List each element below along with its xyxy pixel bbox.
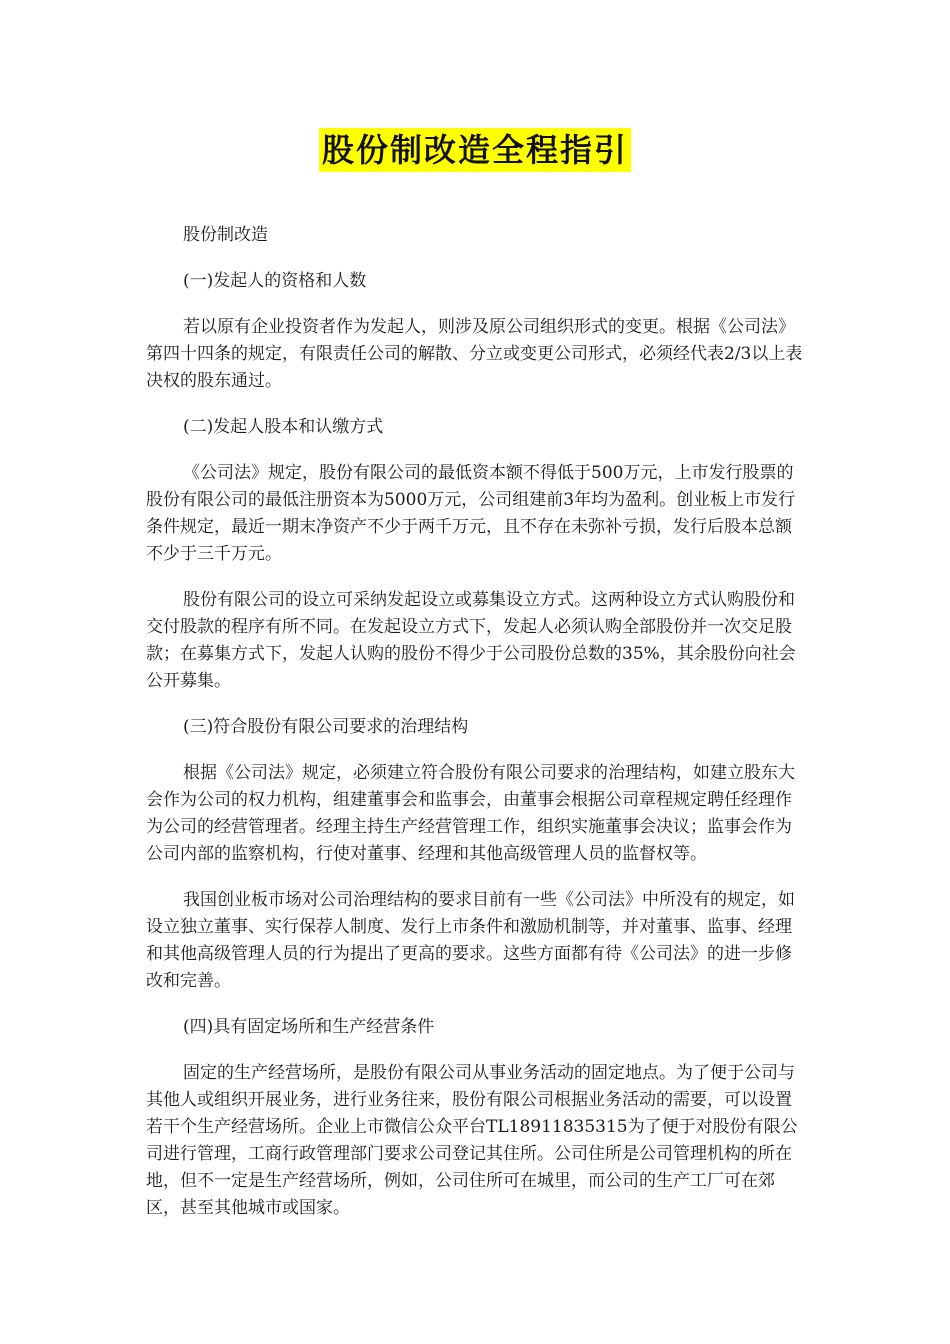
document-body: [146, 222, 806, 1241]
paragraph: 固定的生产经营场所，是股份有限公司从事业务活动的固定地点。为了便于公司与其他人或组织开展业务，进行业务往来，股份有限公司根据业务活动的需要，可以设置若干个生产经营场所。企业上市微信公众平台TL18911835315为了便于对股份有限公司进行管理，工商行政管理部门要求公司登记其住所。公司住所是公司管理机构的所在地，但不一定是生产经营场所，例如，公司住所可在城里，而公司的生产工厂可在郊区，甚至其他城市或国家。: [146, 1063, 798, 1218]
paragraph: 我国创业板市场对公司治理结构的要求目前有一些《公司法》中所没有的规定，如设立独立董事、实行保荐人制度、发行上市条件和激励机制等，并对董事、监事、经理和其他高级管理人员的行为提出了更高的要求。这些方面都有待《公司法》的进一步修改和完善。: [146, 890, 795, 991]
section-heading: (一)发起人的资格和人数: [183, 271, 367, 291]
paragraph: 若以原有企业投资者作为发起人，则涉及原公司组织形式的变更。根据《公司法》第四十四条的规定，有限责任公司的解散、分立或变更公司形式，必须经代表2/3以上表决权的股东通过。: [146, 317, 803, 391]
paragraph: 根据《公司法》规定，必须建立符合股份有限公司要求的治理结构，如建立股东大会作为公司的权力机构，组建董事会和监事会，由董事会根据公司章程规定聘任经理作为公司的经营管理者。经理主持生产经营管理工作，组织实施董事会决议；监事会作为公司内部的监察机构，行使对董事、经理和其他高级管理人员的监督权等。: [146, 763, 795, 864]
title-container: [0, 128, 950, 172]
section-heading: (三)符合股份有限公司要求的治理结构: [183, 717, 469, 737]
paragraph: 《公司法》规定，股份有限公司的最低资本额不得低于500万元，上市发行股票的股份有限公司的最低注册资本为5000万元，公司组建前3年均为盈利。创业板上市发行条件规定，最近一期末净资产不少于两千万元，且不存在未弥补亏损，发行后股本总额不少于三千万元。: [146, 463, 796, 564]
document-title: 股份制改造全程指引: [319, 128, 631, 172]
section-heading: (二)发起人股本和认缴方式: [183, 417, 384, 437]
section-heading: (四)具有固定场所和生产经营条件: [183, 1017, 435, 1037]
paragraph: 股份有限公司的设立可采纳发起设立或募集设立方式。这两种设立方式认购股份和交付股款的程序有所不同。在发起设立方式下，发起人必须认购全部股份并一次交足股款；在募集方式下，发起人认购的股份不得少于公司股份总数的35%，其余股份向社会公开募集。: [146, 590, 796, 691]
section-heading: 股份制改造: [183, 225, 268, 245]
